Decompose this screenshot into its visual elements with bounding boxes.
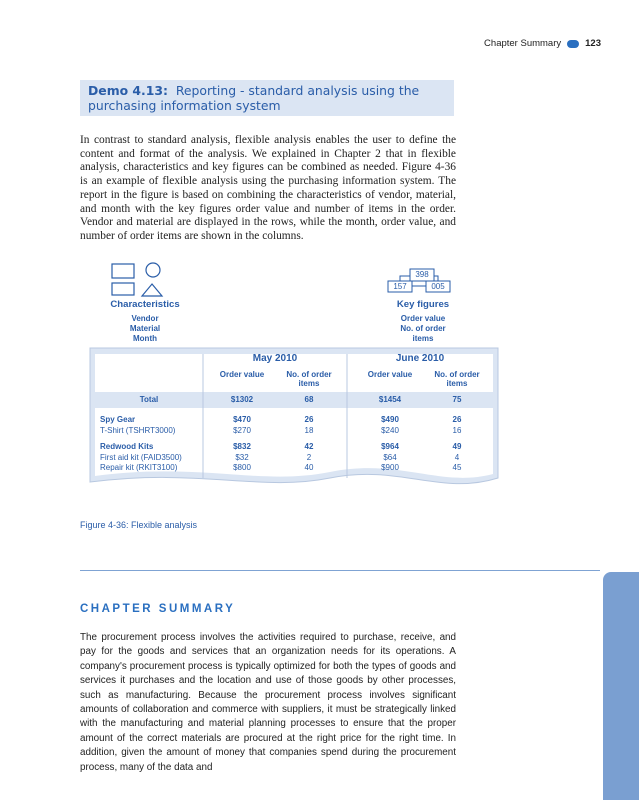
row-repair-june-value: $900 bbox=[381, 463, 399, 472]
row-repair-may-items: 40 bbox=[304, 463, 314, 472]
row-first-aid-may-value: $32 bbox=[235, 453, 249, 462]
demo-box bbox=[80, 80, 454, 116]
bullet-icon bbox=[567, 40, 579, 48]
running-head-section: Chapter Summary bbox=[484, 38, 562, 49]
characteristic-rect-icon-1 bbox=[112, 264, 134, 278]
demo-title-text: Reporting - standard analysis using the purchasing information system bbox=[88, 83, 420, 113]
intro-paragraph: In contrast to standard analysis, flexible analysis enables the user to define the content and format of the analysis. We explained in Chapter 2 that in flexible analysis, characteristics and key figures can be combined as needed. Figure 4-36 is an example of flexible analysis using the purchasing information system. The report in the figure is based on combining the characteristics of vendor, material, and month with the key figures order value and number of items in the order. Vendor and material are displayed in the rows, while the month, order value, and number of order items are shown in the columns. bbox=[80, 134, 456, 242]
row-spy-gear-june-items: 26 bbox=[452, 415, 462, 424]
row-label-first-aid-kit: First aid kit (FAID3500) bbox=[100, 453, 182, 462]
total-june-value: $1454 bbox=[378, 395, 402, 404]
row-first-aid-june-items: 4 bbox=[454, 453, 460, 462]
row-first-aid-june-value: $64 bbox=[383, 453, 397, 462]
total-label: Total bbox=[139, 395, 159, 404]
row-tshirt-june-value: $240 bbox=[381, 426, 399, 435]
row-redwood-june-value: $964 bbox=[381, 442, 399, 451]
key-figures-title: Key figures bbox=[396, 299, 450, 310]
row-label-redwood-kits: Redwood Kits bbox=[100, 442, 154, 451]
characteristic-triangle-icon bbox=[142, 284, 162, 296]
month-header-june: June 2010 bbox=[395, 353, 445, 364]
chapter-summary-paragraph: The procurement process involves the activities required to purchase, receive, and pay for the goods and services that an organization needs for its operations. A company's procurement process is typically optimized for both the types of goods and services it purchases and the location and use of those goods by other processes, such as manufacturing. Because the procurement process involves significant amounts of collaboration and commerce with suppliers, it must be strategically linked with the manufacturing and material planning processes to ensure that the proper amount of the correct materials are procured at the right price for the right time. In addition, given the amount of money that companies spend during the procurement process, many of the data and bbox=[80, 632, 456, 773]
col-header-may-no-order-line1: No. of order bbox=[286, 370, 332, 379]
characteristic-material: Material bbox=[129, 324, 161, 333]
chapter-summary-heading: CHAPTER SUMMARY bbox=[80, 603, 236, 615]
key-figure-order-value: Order value bbox=[400, 314, 446, 323]
col-header-june-order-value: Order value bbox=[367, 370, 413, 379]
running-head bbox=[484, 38, 601, 49]
figure-flexible-analysis bbox=[80, 256, 510, 516]
row-spy-gear-may-value: $470 bbox=[233, 415, 251, 424]
key-figure-value-2: 157 bbox=[393, 282, 407, 291]
month-header-may: May 2010 bbox=[252, 353, 298, 364]
demo-number: Demo 4.13: bbox=[88, 83, 168, 98]
row-spy-gear-june-value: $490 bbox=[381, 415, 399, 424]
row-tshirt-june-items: 16 bbox=[452, 426, 462, 435]
col-header-june-no-order-line1: No. of order bbox=[434, 370, 480, 379]
page-number: 123 bbox=[585, 38, 601, 49]
col-header-june-no-order bbox=[424, 370, 490, 388]
row-tshirt-may-value: $270 bbox=[233, 426, 251, 435]
key-figure-value-3: 005 bbox=[431, 282, 445, 291]
row-spy-gear-may-items: 26 bbox=[304, 415, 314, 424]
total-may-items: 68 bbox=[304, 395, 314, 404]
characteristic-month: Month bbox=[133, 334, 157, 343]
key-figure-value-1: 398 bbox=[415, 270, 429, 279]
row-redwood-may-items: 42 bbox=[304, 442, 314, 451]
characteristic-vendor: Vendor bbox=[131, 314, 159, 323]
key-figure-items: items bbox=[412, 334, 434, 343]
row-tshirt-may-items: 18 bbox=[304, 426, 314, 435]
row-label-spy-gear: Spy Gear bbox=[100, 415, 136, 424]
row-repair-june-items: 45 bbox=[452, 463, 462, 472]
row-first-aid-may-items: 2 bbox=[306, 453, 312, 462]
row-redwood-may-value: $832 bbox=[233, 442, 251, 451]
col-header-may-no-order-line2: items bbox=[298, 379, 320, 388]
figure-caption: Figure 4-36: Flexible analysis bbox=[80, 520, 198, 530]
demo-title bbox=[88, 83, 446, 113]
section-divider bbox=[80, 570, 600, 571]
row-label-repair-kit: Repair kit (RKIT3100) bbox=[100, 463, 178, 472]
characteristic-rect-icon-2 bbox=[112, 283, 134, 295]
row-label-tshirt: T-Shirt (TSHRT3000) bbox=[100, 426, 176, 435]
chapter-side-tab bbox=[603, 572, 639, 800]
total-may-value: $1302 bbox=[230, 395, 254, 404]
characteristic-circle-icon bbox=[146, 263, 160, 277]
row-repair-may-value: $800 bbox=[233, 463, 251, 472]
key-figure-no-of-order: No. of order bbox=[400, 324, 446, 333]
total-june-items: 75 bbox=[452, 395, 462, 404]
col-header-may-no-order bbox=[276, 370, 342, 388]
row-redwood-june-items: 49 bbox=[452, 442, 462, 451]
characteristics-title: Characteristics bbox=[110, 299, 180, 310]
col-header-may-order-value: Order value bbox=[219, 370, 265, 379]
col-header-june-no-order-line2: items bbox=[446, 379, 468, 388]
